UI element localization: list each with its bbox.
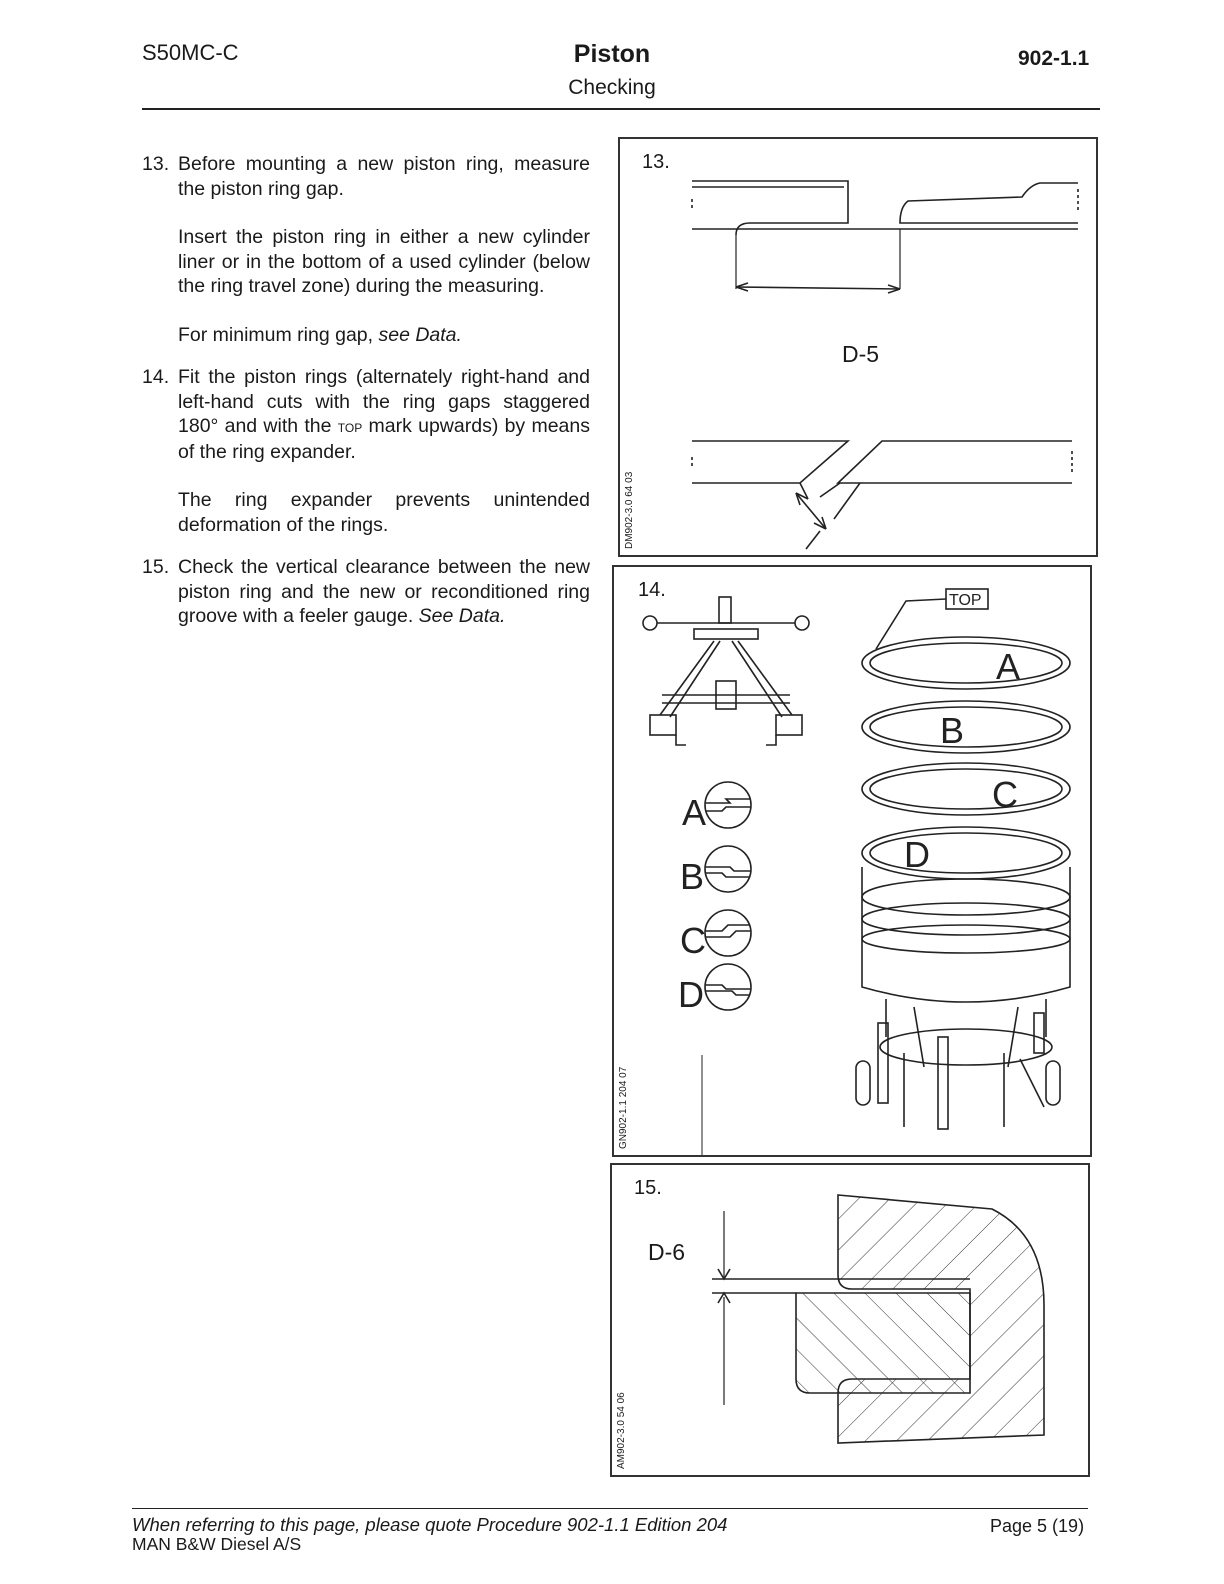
- figure-label: 14.: [638, 579, 666, 601]
- see-data-link[interactable]: see Data.: [378, 323, 462, 346]
- ring-letter-d: D: [678, 974, 704, 1015]
- engine-model: S50MC-C: [142, 40, 239, 65]
- step-text: [178, 323, 590, 348]
- ring-letter-a: A: [996, 646, 1021, 687]
- step-text-part: Fit the piston rings (alternately right-hand and left-hand cuts with the ring gaps staggered 180° and with the: [178, 366, 590, 437]
- dimension-label: D-6: [648, 1239, 686, 1265]
- step-text: [178, 365, 590, 464]
- figure-15: [610, 1163, 1090, 1477]
- page-subtitle: Checking: [568, 76, 656, 99]
- figure-14: [612, 565, 1092, 1157]
- step-number: 14.: [142, 366, 170, 388]
- top-mark-label: TOP: [949, 592, 982, 609]
- ring-letter-c: C: [992, 774, 1018, 815]
- step-number: 13.: [142, 153, 170, 175]
- step-text-part: Check the vertical clearance between the new piston ring and the new or reconditioned ring groove with a feeler gauge.: [178, 556, 590, 627]
- step-14: [142, 365, 590, 537]
- step-note: The ring expander prevents unintended deformation of the rings.: [178, 489, 590, 536]
- step-number: 15.: [142, 556, 170, 578]
- ring-letter-d: D: [904, 834, 930, 875]
- ring-expander-drawing: [614, 567, 1090, 1155]
- procedure-steps: [142, 152, 590, 647]
- ring-letter-b: B: [940, 710, 965, 751]
- figure-label: 13.: [642, 151, 670, 173]
- step-15: [142, 555, 590, 629]
- step-13: [142, 152, 590, 347]
- page-title: Piston: [573, 40, 651, 68]
- figure-label: 15.: [634, 1177, 662, 1199]
- document-number: 902-1.1: [1018, 47, 1090, 70]
- page-number: Page 5 (19): [990, 1516, 1085, 1536]
- header-rule: [142, 108, 1100, 110]
- ring-letter-a: A: [682, 792, 707, 833]
- see-data-link[interactable]: See Data.: [418, 605, 506, 627]
- dimension-label: D-5: [842, 341, 880, 367]
- step-text: Insert the piston ring in either a new cylinder liner or in the bottom of a used cylinder (below the ring travel zone) during the measuring.: [178, 226, 590, 297]
- step-text: [178, 555, 590, 629]
- figure-code: DM902-3.0 64 03: [624, 471, 635, 549]
- ring-letter-b: B: [680, 856, 705, 897]
- figure-13: [618, 137, 1098, 557]
- ring-groove-drawing: [612, 1165, 1088, 1475]
- step-text-part: mark upwards) by means of the ring expander.: [178, 415, 590, 463]
- footer-company: MAN B&W Diesel A/S: [132, 1534, 302, 1554]
- footer-rule: [132, 1508, 1088, 1509]
- top-mark-text: top: [337, 417, 363, 436]
- step-text: Before mounting a new piston ring, measure the piston ring gap.: [178, 153, 590, 200]
- min-gap-text: For minimum ring gap,: [178, 323, 374, 346]
- ring-letter-c: C: [680, 920, 706, 961]
- figure-code: AM902-3.0 54 06: [616, 1392, 627, 1469]
- footer-note: When referring to this page, please quote Procedure 902-1.1 Edition 204: [132, 1514, 728, 1535]
- figure-code: GN902-1.1 204 07: [618, 1066, 629, 1149]
